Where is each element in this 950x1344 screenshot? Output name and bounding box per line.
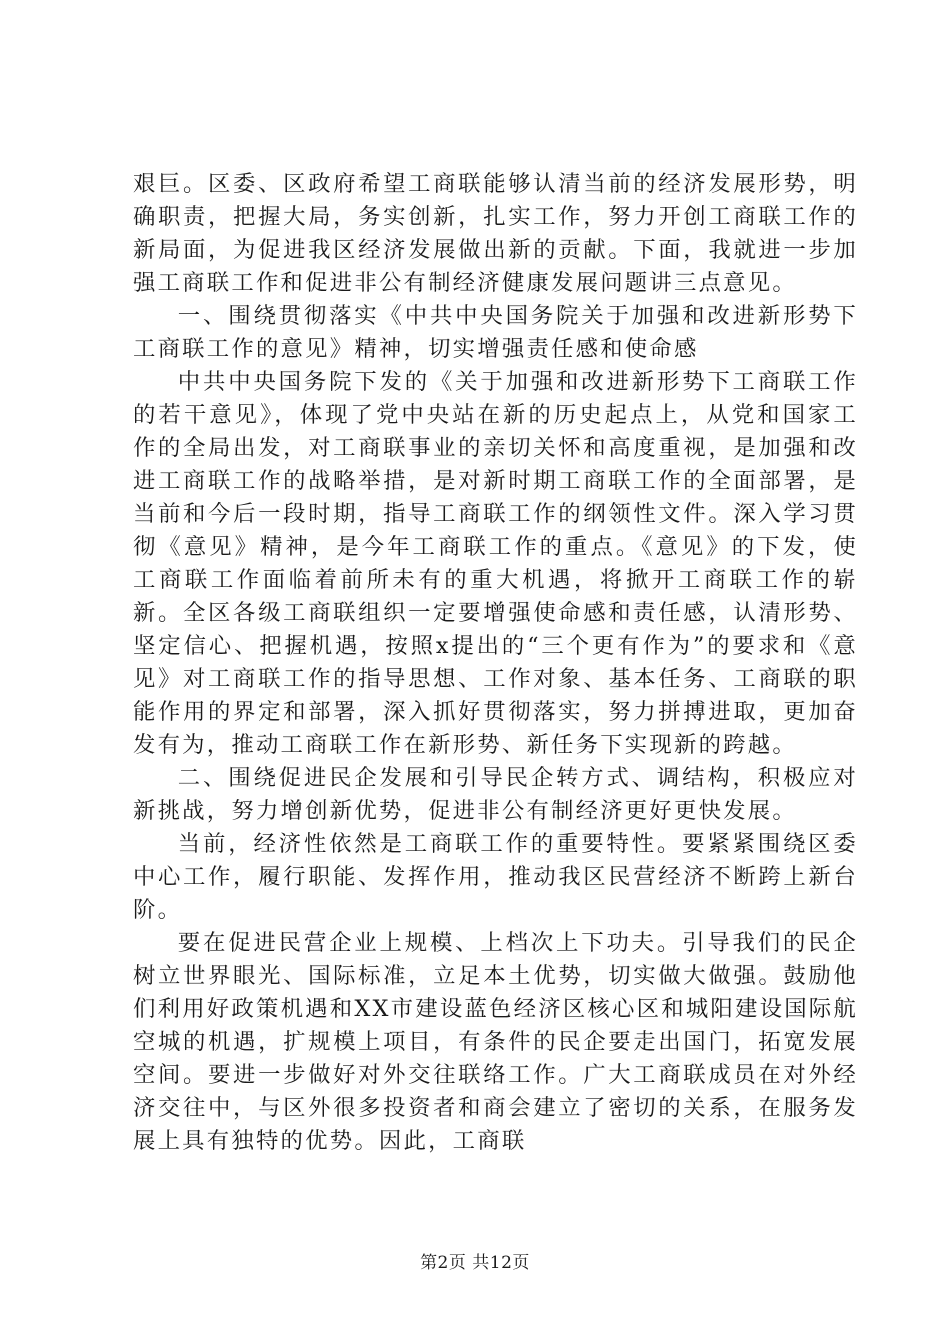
page-footer: 第2页 共12页 [420,1253,530,1273]
paragraph-economic-nature: 当前，经济性依然是工商联工作的重要特性。要紧紧围绕区委中心工作，履行职能、发挥作用，推动我区民营经济不断跨上新台阶。 [133,831,858,923]
section-heading-one: 一、围绕贯彻落实《中共中央国务院关于加强和改进新形势下工商联工作的意见》精神，切实增强责任感和使命感 [133,303,858,362]
section-heading-two: 二、围绕促进民企发展和引导民企转方式、调结构，积极应对新挑战，努力增创新优势，促进非公有制经济更好更快发展。 [133,765,858,824]
paragraph-continuation: 艰巨。区委、区政府希望工商联能够认清当前的经济发展形势，明确职责，把握大局，务实创新，扎实工作，努力开创工商联工作的新局面，为促进我区经济发展做出新的贡献。下面，我就进一步加强工商联工作和促进非公有制经济健康发展问题讲三点意见。 [133,171,858,296]
body-text [133,168,858,1158]
paragraph-private-enterprise: 要在促进民营企业上规模、上档次上下功夫。引导我们的民企树立世界眼光、国际标准，立足本土优势，切实做大做强。鼓励他们利用好政策机遇和XX市建设蓝色经济区核心区和城阳建设国际航空城的机遇，扩规模上项目，有条件的民企要走出国门，拓宽发展空间。要进一步做好对外交往联络工作。广大工商联成员在对外经济交往中，与区外很多投资者和商会建立了密切的关系，在服务发展上具有独特的优势。因此，工商联 [133,930,858,1154]
paragraph-opinion-document: 中共中央国务院下发的《关于加强和改进新形势下工商联工作的若干意见》，体现了党中央站在新的历史起点上，从党和国家工作的全局出发，对工商联事业的亲切关怀和高度重视，是加强和改进工商联工作的战略举措，是对新时期工商联工作的全面部署，是当前和今后一段时期，指导工商联工作的纲领性文件。深入学习贯彻《意见》精神，是今年工商联工作的重点。《意见》的下发，使工商联工作面临着前所未有的重大机遇，将掀开工商联工作的崭新。全区各级工商联组织一定要增强使命感和责任感，认清形势、坚定信心、把握机遇，按照x提出的“三个更有作为”的要求和《意见》对工商联工作的指导思想、工作对象、基本任务、工商联的职能作用的界定和部署，深入抓好贯彻落实，努力拼搏进取，更加奋发有为，推动工商联工作在新形势、新任务下实现新的跨越。 [133,369,858,758]
